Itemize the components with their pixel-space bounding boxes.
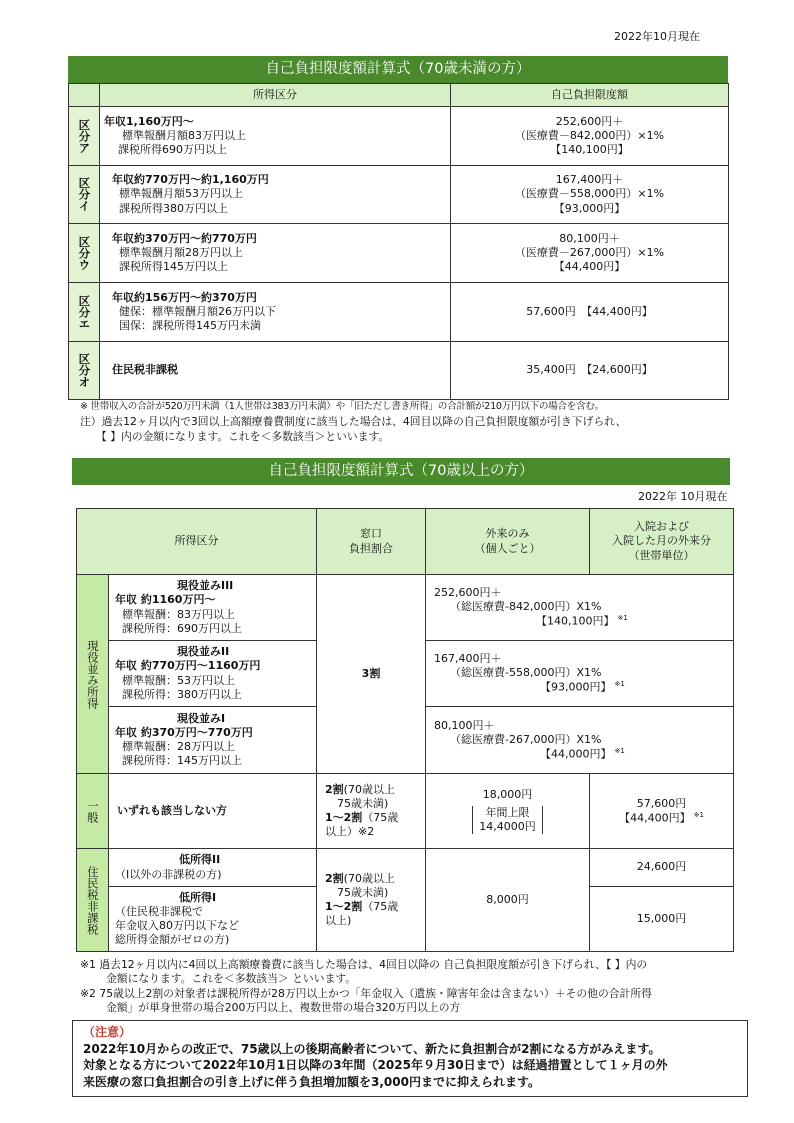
income-class: 低所得II [179,853,221,867]
general-inpatient: 57,600円 [636,796,687,810]
income-detail: 年金収入80万円以下など [115,919,239,932]
income-range: 年収1,160万円～ [104,114,194,128]
limit-value: 35,400円 【24,600円】 [526,363,653,377]
notice-line: 来医療の窓口負担割合の引き上げに伴う負担増加額を3,000円までに抑えられます。 [83,1074,541,1089]
table1-header-limit: 自己負担限度額 [451,84,729,107]
header-inpatient-sub: 入院した月の外来分 [612,534,711,548]
header-outpatient: 外来のみ [485,527,530,541]
note-mark: ※1 [614,680,625,689]
limit-formula: （総医療費-558,000円）X1% [450,666,602,680]
ratio-2-cond: 75歳未満) [337,885,389,899]
low-outpatient: 8,000円 [426,849,590,952]
ratio-2: 2割 [325,782,344,796]
group-general: 一般 [85,799,100,823]
income-detail: 課税所得145万円以上 [119,260,228,274]
income-detail: 健保：標準報酬月額26万円以下 [119,304,276,318]
table-row [77,575,734,641]
page-date: 2022年10月現在 [614,30,700,43]
category-label: 区分エ [77,294,92,330]
group-low-income: 住民税非課税 [85,865,100,935]
table1-note-1: ※ 世帯収入の合計が520万円未満（1人世帯は383万円未満）や「旧ただし書き所得」の合計額が210万円以下の場合を含む。 [80,401,604,412]
ratio-1-2-cond: （75歳 [362,811,399,824]
income-class: 低所得I [179,890,217,904]
table1-note-2b: 【 】内の金額になります。これを＜多数該当＞といいます。 [96,430,390,443]
limit-formula: （医療費－842,000円）×1% [514,128,665,142]
header-inpatient-unit: （世帯単位） [628,548,695,562]
general-name: いずれも該当しない方 [109,774,317,849]
table1-title: 自己負担限度額計算式（70歳未満の方） [68,56,728,83]
limit-multiple: 【44,400円】 [553,260,626,274]
category-label: 区分ウ [77,235,92,271]
notice-line: 対象となる方について2022年10月1日以降の3年間（2025年９月30日まで）は経過措置として１ヶ月の外 [83,1058,668,1073]
table2-note-1a: ※1 過去12ヶ月以内に4回以上高額療養費に該当した場合は、4回目以降の 自己負担限度額が引き下げられ、【 】内の [80,958,648,971]
income-class: 現役並みI [177,711,226,725]
low1-inpatient: 15,000円 [590,887,734,952]
general-outpatient: 18,000円 [482,787,533,801]
note-mark: ※1 [614,746,625,755]
table-row [69,107,729,166]
table-row [77,774,734,849]
limit-multiple: 【140,100円】 [550,143,629,157]
note-mark: ※1 [693,810,704,819]
limit-formula: （総医療費-842,000円）X1% [450,600,602,614]
table2-note-1b: 金額になります。これを＜多数該当＞ といいます。 [106,972,357,985]
income-detail: 課税所得380万円以上 [119,201,228,215]
low2-inpatient: 24,600円 [590,849,734,887]
table-row [69,283,729,342]
income-range: 年収約156万円～約370万円 [112,290,257,304]
limit-base: 252,600円＋ [555,114,624,128]
header-inpatient: 入院および [634,520,689,534]
table1 [68,83,729,400]
income-detail: （住民税非課税で [115,904,203,918]
ratio-2-cond: (70歳以上 [343,871,395,885]
table2-title: 自己負担限度額計算式（70歳以上の方） [72,458,730,485]
ratio-2-cond: 75歳未満) [337,796,389,810]
income-class: 現役並みII [177,645,230,659]
income-detail: 標準報酬月額28万円以上 [119,245,243,259]
limit-base: 252,600円＋ [434,586,502,600]
table-row [77,849,734,887]
group-active-income: 現役並み所得 [85,639,100,709]
table1-header-income: 所得区分 [100,84,451,107]
table2-note-2b: 金額」が単身世帯の場合200万円以上、複数世帯の場合320万円以上の方 [106,1001,461,1014]
table-row [69,342,729,400]
limit-multiple: 【140,100円】 [536,614,615,628]
table2 [76,508,734,952]
income-detail: 総所得金額がゼロの方) [115,933,230,947]
income-detail: 標準報酬：53万円以上 [122,673,235,687]
category-label: 区分オ [77,353,92,388]
ratio-2-cond: (70歳以上 [343,782,395,796]
active-ratio: 3割 [317,575,426,774]
ratio-2: 2割 [325,871,344,885]
income-range: 年収 約370万円～770万円 [115,725,253,739]
ratio-1-2-cond: 以上）※2 [325,825,375,839]
limit-multiple: 【93,000円】 [553,201,626,215]
income-detail: 国保：課税所得145万円未満 [119,319,261,333]
category-label: 区分イ [77,177,92,212]
income-range: 住民税非課税 [112,363,178,377]
ratio-1-2-cond: 以上) [325,914,352,928]
table-row [69,166,729,224]
limit-formula: （総医療費-267,000円）X1% [450,732,602,746]
table-row [69,224,729,283]
category-label: 区分ア [77,118,92,154]
limit-base: 167,400円＋ [434,652,502,666]
table1-note-2a: 注）過去12ヶ月以内で3回以上高額療養費制度に該当した場合は、4回目以降の自己負担限度額が引き下げられ、 [80,415,627,428]
limit-multiple: 【93,000円】 [540,680,612,694]
income-detail: 標準報酬：28万円以上 [122,740,235,753]
income-range: 年収約770万円～約1,160万円 [112,173,269,187]
income-detail: 課税所得：145万円以上 [122,754,242,768]
header-window: 窓口 [360,527,382,541]
income-detail: 課税所得690万円以上 [118,143,227,157]
income-detail: 標準報酬：83万円以上 [122,607,235,621]
limit-formula: （医療費－267,000円）×1% [514,245,665,259]
ratio-1-2: 1～2割 [325,811,363,824]
income-detail: 課税所得：690万円以上 [122,621,242,635]
notice-heading: （注意） [83,1025,132,1039]
income-detail: 標準報酬月額83万円以上 [122,128,246,142]
limit-value: 57,600円 【44,400円】 [526,304,653,318]
income-range: 年収 約1160万円～ [115,593,216,607]
general-inpatient-multiple: 【44,400円】 [619,811,691,825]
limit-base: 167,400円＋ [555,173,624,187]
limit-base: 80,100円＋ [559,231,620,245]
ratio-1-2-cond: （75歳 [362,900,399,913]
income-detail: （I以外の非課税の方) [115,867,222,881]
income-range: 年収約370万円～約770万円 [112,231,257,245]
ratio-1-2: 1～2割 [325,900,363,913]
table2-header-income: 所得区分 [77,509,317,575]
table2-date: 2022年 10月現在 [638,490,728,503]
limit-formula: （医療費－558,000円）×1% [514,187,665,201]
notice-line: 2022年10月からの改正で、75歳以上の後期高齢者について、新たに負担割合が2割になる方がみえます。 [83,1041,661,1056]
header-window-sub: 負担割合 [349,541,393,555]
annual-cap-label: 年間上限 [485,805,530,819]
header-outpatient-sub: （個人ごと） [474,541,541,555]
notice-box [72,1020,748,1097]
annual-cap-value: 14,4000円 [479,820,536,834]
income-class: 現役並みIII [177,579,234,593]
income-detail: 課税所得：380万円以上 [122,687,242,701]
limit-base: 80,100円＋ [434,718,495,732]
table2-note-2a: ※2 75歳以上2割の対象者は課税所得が28万円以上かつ「年金収入（遺族・障害年金は含まない）＋その他の合計所得 [80,987,652,1000]
income-range: 年収 約770万円～1160万円 [115,659,261,673]
limit-multiple: 【44,000円】 [540,747,612,761]
note-mark: ※1 [617,614,628,623]
income-detail: 標準報酬月額53万円以上 [119,187,243,201]
